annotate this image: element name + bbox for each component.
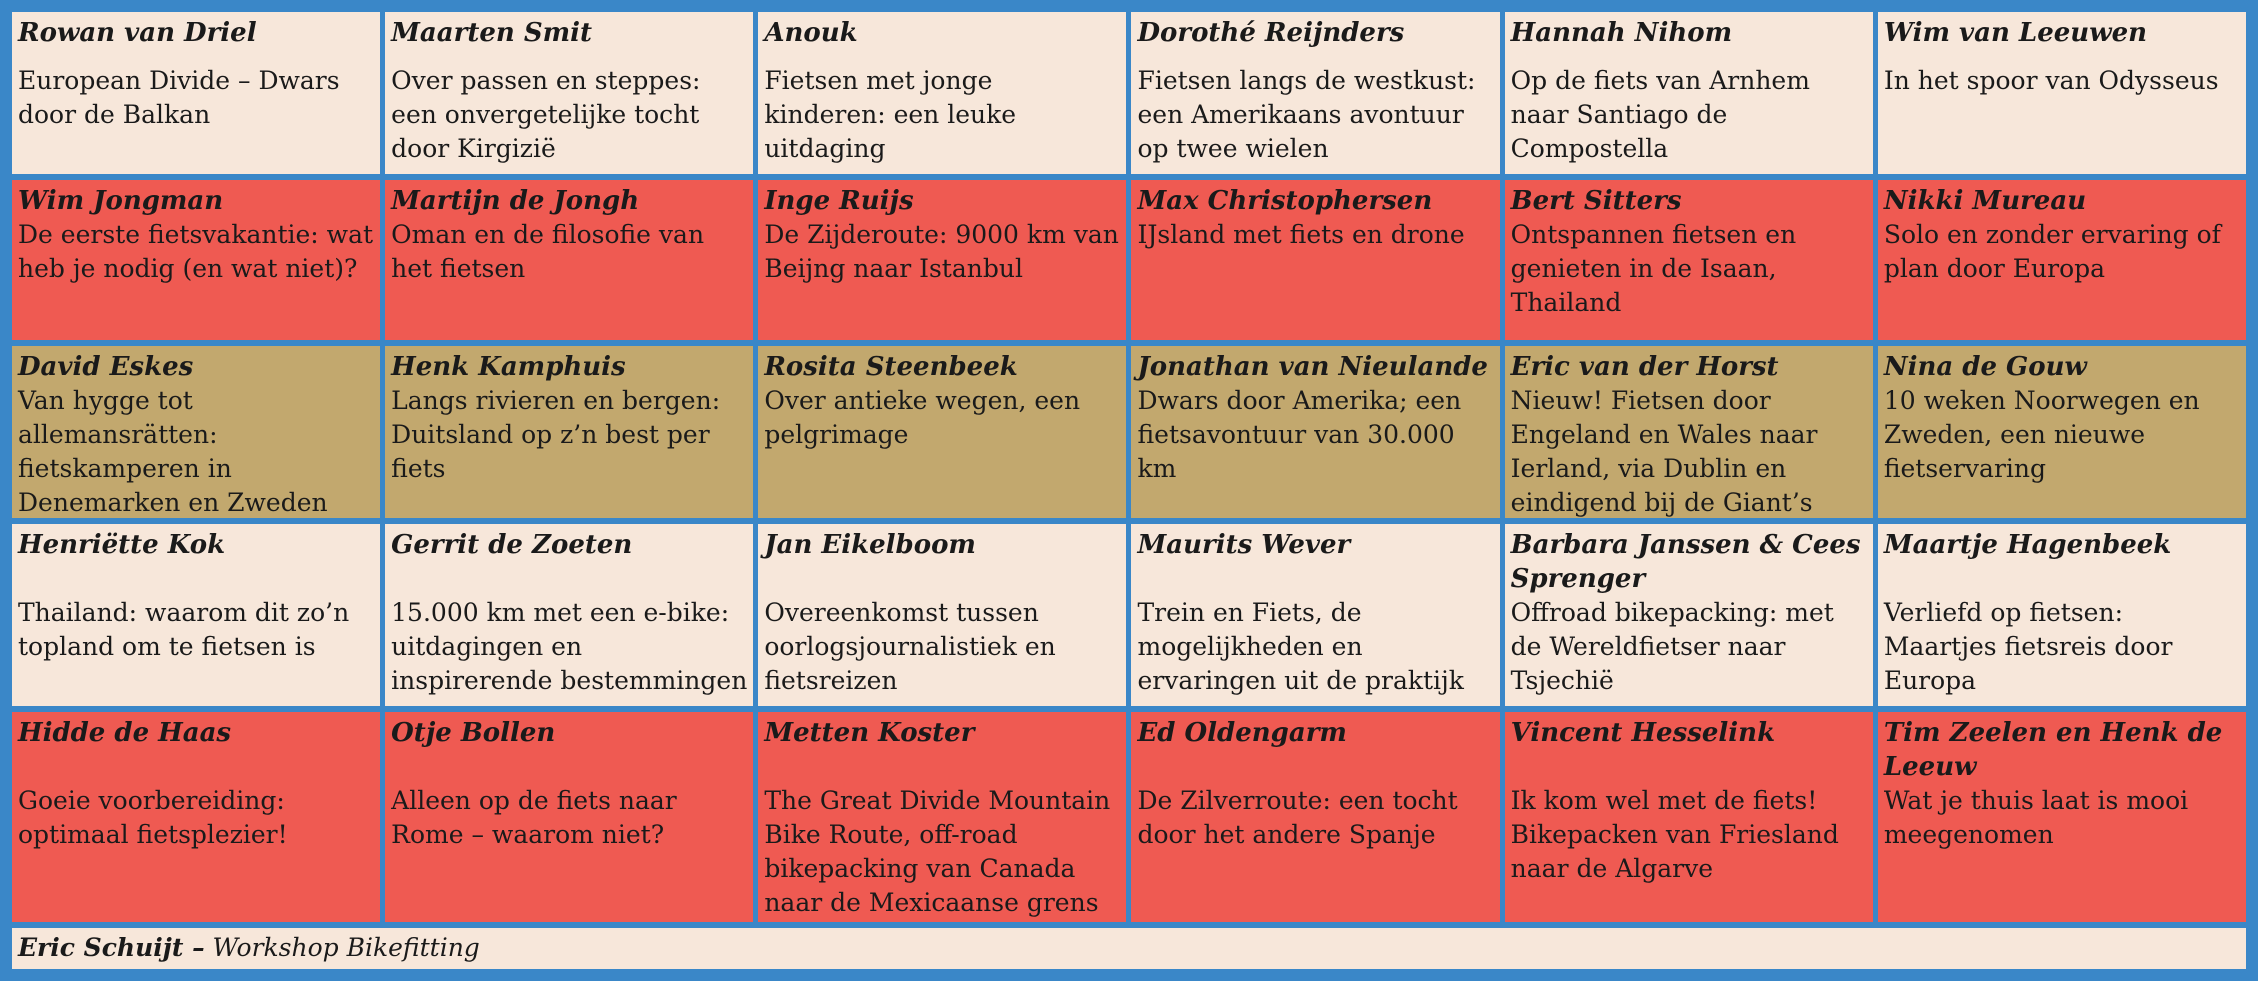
session-title: European Divide – Dwars door de Balkan <box>18 66 340 129</box>
session-card <box>1131 712 1499 922</box>
session-card <box>385 180 753 340</box>
session-card <box>1131 180 1499 340</box>
session-card <box>758 180 1126 340</box>
session-title: Langs rivieren en bergen: Duitsland op z’n best per fiets <box>391 386 721 483</box>
session-title: The Great Divide Mountain Bike Route, off-road bikepacking van Canada naar de Mexicaanse grens <box>764 786 1111 917</box>
workshop-title: Workshop Bikefitting <box>212 933 480 962</box>
session-card <box>12 524 380 706</box>
session-card <box>1505 180 1873 340</box>
session-title: Oman en de filosofie van het fietsen <box>391 220 705 283</box>
session-card <box>1505 524 1873 706</box>
session-title: IJsland met fiets en drone <box>1137 220 1465 249</box>
speaker-name: Wim Jongman <box>18 186 224 216</box>
session-card <box>385 346 753 518</box>
session-card <box>1131 12 1499 174</box>
session-title: Offroad bikepacking: met de Wereldfietser naar Tsjechië <box>1510 598 1834 695</box>
speaker-name: Ed Oldengarm <box>1137 718 1347 748</box>
speaker-name: Otje Bollen <box>391 718 556 748</box>
session-title: De Zijderoute: 9000 km van Beijng naar Istanbul <box>764 220 1119 283</box>
speaker-name: Hidde de Haas <box>18 718 232 748</box>
speaker-name: Henriëtte Kok <box>18 530 226 560</box>
speaker-name: Nina de Gouw <box>1883 352 2087 382</box>
speaker-name: Gerrit de Zoeten <box>391 530 633 560</box>
session-title: Nieuw! Fietsen door Engeland en Wales naar Ierland, via Dublin en eindigend bij de Giant’s <box>1510 386 1818 517</box>
session-title: Solo en zonder ervaring of plan door Europa <box>1883 220 2221 283</box>
session-card <box>12 12 380 174</box>
session-card <box>12 712 380 922</box>
speaker-name: Maartje Hagenbeek <box>1883 530 2172 560</box>
session-title: Van hygge tot allemansrätten: fietskamperen in Denemarken en Zweden <box>18 386 328 517</box>
session-card <box>1878 180 2246 340</box>
session-title: Trein en Fiets, de mogelijkheden en ervaringen uit de praktijk <box>1137 598 1464 695</box>
speaker-name: Rowan van Driel <box>18 18 257 48</box>
speaker-name: Metten Koster <box>764 718 975 748</box>
session-title: De Zilverroute: een tocht door het andere Spanje <box>1137 786 1458 849</box>
workshop-footer <box>12 928 2246 969</box>
session-card <box>758 524 1126 706</box>
speaker-name: Inge Ruijs <box>764 186 914 216</box>
session-card <box>758 346 1126 518</box>
session-title: Verliefd op fietsen: Maartjes fietsreis door Europa <box>1883 598 2173 695</box>
session-card <box>1878 712 2246 922</box>
speaker-name: Rosita Steenbeek <box>764 352 1018 382</box>
session-card <box>1131 524 1499 706</box>
session-title: Ontspannen fietsen en genieten in de Isaan, Thailand <box>1510 220 1797 317</box>
speaker-name: Jonathan van Nieulande <box>1137 352 1488 382</box>
session-title: Fietsen met jonge kinderen: een leuke uitdaging <box>764 66 1017 163</box>
speaker-name: Bert Sitters <box>1510 186 1682 216</box>
session-card <box>1878 12 2246 174</box>
session-title: 15.000 km met een e-bike: uitdagingen en inspirerende bestemmingen <box>391 598 748 695</box>
session-card <box>1131 346 1499 518</box>
speaker-name: Dorothé Reijnders <box>1137 18 1405 48</box>
speaker-name: Max Christophersen <box>1137 186 1433 216</box>
session-title: Wat je thuis laat is mooi meegenomen <box>1883 786 2189 849</box>
session-card <box>385 524 753 706</box>
speaker-name: Vincent Hesselink <box>1510 718 1776 748</box>
speaker-name: Jan Eikelboom <box>764 530 976 560</box>
session-card <box>385 12 753 174</box>
session-card <box>758 12 1126 174</box>
session-title: In het spoor van Odysseus <box>1883 66 2219 95</box>
speaker-name: Wim van Leeuwen <box>1883 18 2148 48</box>
session-title: Over passen en steppes: een onvergetelijke tocht door Kirgizië <box>391 66 701 163</box>
session-card <box>1505 12 1873 174</box>
session-title: Fietsen langs de westkust: een Amerikaans avontuur op twee wielen <box>1137 66 1476 163</box>
speaker-name: Henk Kamphuis <box>391 352 626 382</box>
session-card <box>385 712 753 922</box>
session-card <box>1878 524 2246 706</box>
speaker-name: Tim Zeelen en Henk de Leeuw <box>1883 718 2223 782</box>
session-title: Over antieke wegen, een pelgrimage <box>764 386 1081 449</box>
session-card <box>1505 346 1873 518</box>
session-title: Alleen op de fiets naar Rome – waarom niet? <box>391 786 677 849</box>
session-card <box>12 180 380 340</box>
session-card <box>1878 346 2246 518</box>
speaker-name: Nikki Mureau <box>1883 186 2087 216</box>
speaker-name: Barbara Janssen & Cees Sprenger <box>1510 530 1861 594</box>
session-title: Dwars door Amerika; een fietsavontuur van 30.000 km <box>1137 386 1462 483</box>
session-card <box>1505 712 1873 922</box>
session-card <box>758 712 1126 922</box>
session-title: Overeenkomst tussen oorlogsjournalistiek en fietsreizen <box>764 598 1056 695</box>
speaker-name: Anouk <box>764 18 858 48</box>
speaker-name: Hannah Nihom <box>1510 18 1733 48</box>
session-title: Ik kom wel met de fiets! Bikepacken van Friesland naar de Algarve <box>1510 786 1839 883</box>
session-title: De eerste fietsvakantie: wat heb je nodig (en wat niet)? <box>18 220 374 283</box>
session-title: Op de fiets van Arnhem naar Santiago de Compostella <box>1510 66 1810 163</box>
session-title: 10 weken Noorwegen en Zweden, een nieuwe fietservaring <box>1883 386 2200 483</box>
speaker-name: Maarten Smit <box>391 18 593 48</box>
session-title: Goeie voorbereiding: optimaal fietsplezier! <box>18 786 288 849</box>
session-title: Thailand: waarom dit zo’n topland om te fietsen is <box>18 598 350 661</box>
speaker-name: David Eskes <box>18 352 194 382</box>
speaker-name: Eric van der Horst <box>1510 352 1779 382</box>
speaker-name: Martijn de Jongh <box>391 186 640 216</box>
session-card <box>12 346 380 518</box>
workshop-speaker-name: Eric Schuijt – <box>18 933 205 962</box>
speaker-name: Maurits Wever <box>1137 530 1351 560</box>
